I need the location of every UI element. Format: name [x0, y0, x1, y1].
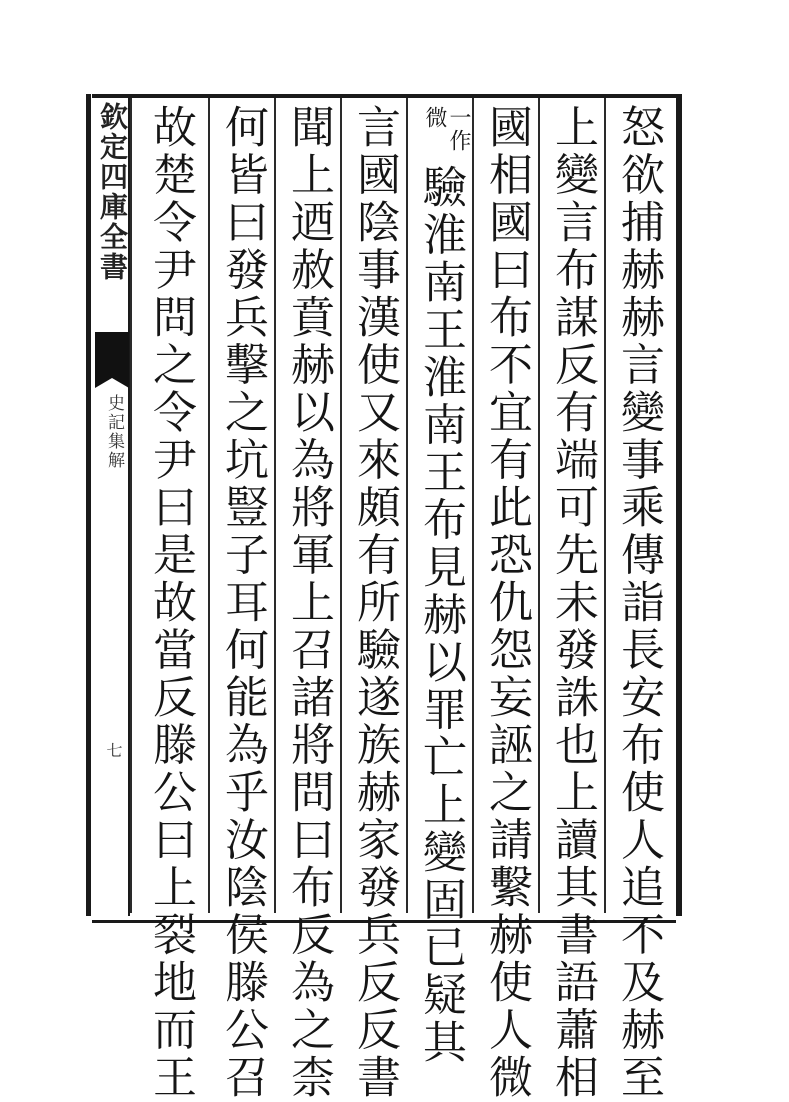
column-4-text: 驗淮南王淮南王布見赫以罪亡上變固已疑其: [415, 164, 466, 1067]
frame-right-border: [676, 94, 682, 916]
text-column-8: [130, 98, 208, 1102]
text-column-2: [538, 98, 604, 1102]
page-number: 七: [104, 742, 123, 758]
text-column-7: [208, 98, 274, 1102]
column-5-text: 言國陰事漢使又來頗有所驗遂族赫家發兵反反書: [349, 104, 400, 1102]
column-8-text: 故楚令尹問之令尹曰是故當反滕公曰上裂地而王: [145, 104, 196, 1102]
book-title: 欽定四庫全書: [96, 102, 129, 282]
page-spine: [86, 94, 130, 916]
annotation-note-b: 微: [422, 106, 447, 129]
column-3-text: 國相國曰布不宜有此恐仇怨妄誣之請繫赫使人微: [481, 104, 532, 1102]
text-column-4: [406, 98, 472, 1067]
fishtail-mark-icon: [95, 332, 129, 378]
text-column-1: [604, 98, 670, 1102]
column-7-text: 何皆曰發兵擊之坑豎子耳何能為乎汝陰侯滕公召: [217, 104, 268, 1102]
book-page: [86, 94, 682, 1102]
chapter-title: 史記集解: [104, 394, 124, 470]
column-6-text: 聞上迺赦賁赫以為將軍上召諸將問曰布反為之柰: [283, 104, 334, 1102]
text-column-6: [274, 98, 340, 1102]
annotation-note-a: 一作: [446, 106, 471, 152]
column-1-text: 怒欲捕赫赫言變事乘傳詣長安布使人追不及赫至: [613, 104, 664, 1102]
column-2-text: 上變言布謀反有端可先未發誅也上讀其書語蕭相: [547, 104, 598, 1102]
text-column-5: [340, 98, 406, 1102]
text-columns: [130, 98, 670, 1102]
text-column-3: [472, 98, 538, 1102]
